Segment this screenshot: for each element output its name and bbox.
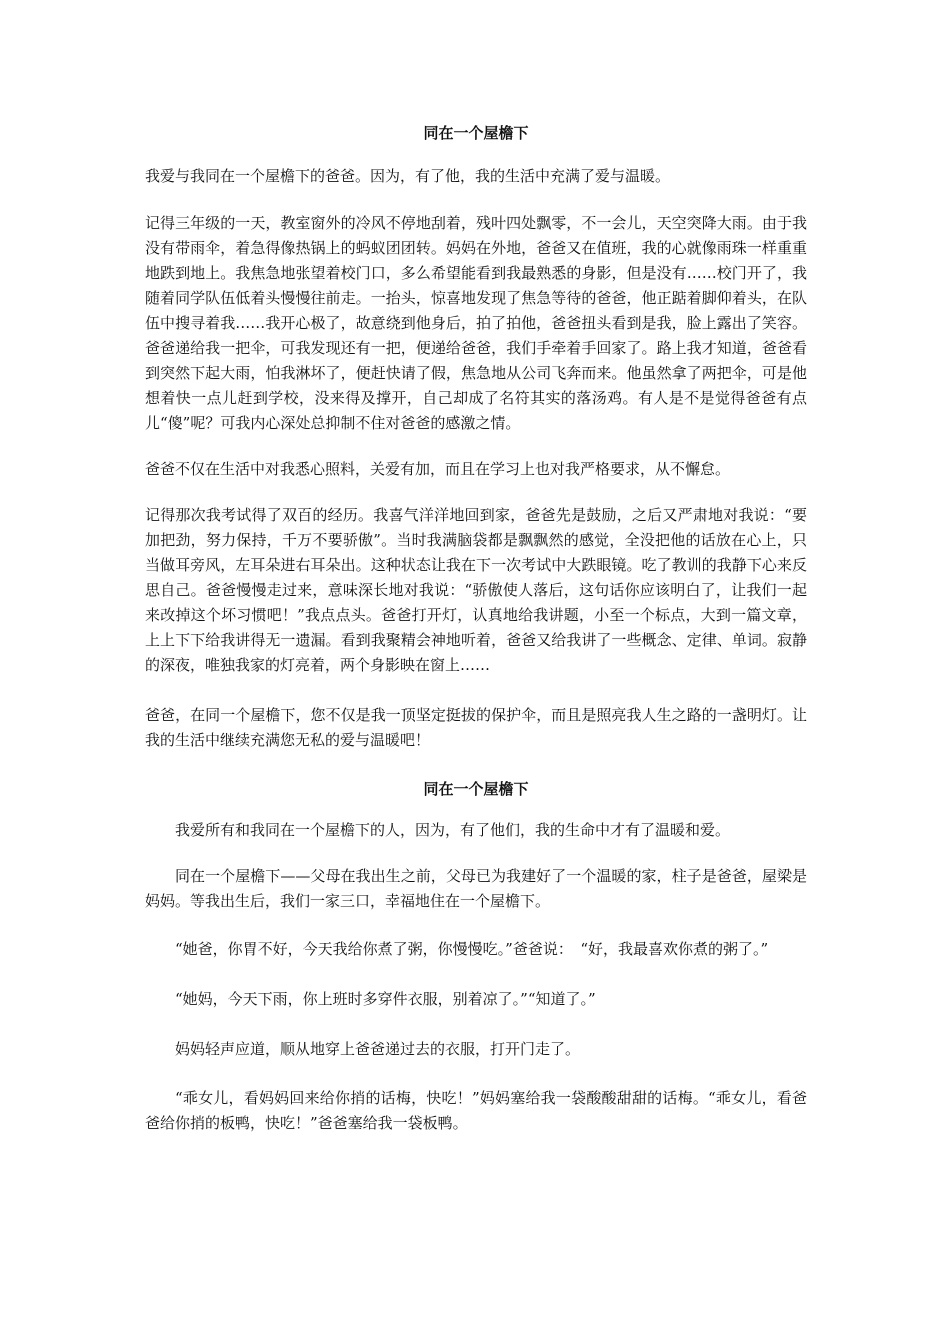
document-page [145, 122, 807, 1136]
paragraph: 我爱与我同在一个屋檐下的爸爸。因为，有了他，我的生活中充满了爱与温暖。 [145, 167, 671, 185]
paragraph: 同在一个屋檐下——父母在我出生之前，父母已为我建好了一个温暖的家，柱子是爸爸，屋梁是妈妈。等我出生后，我们一家三口，幸福地住在一个屋檐下。 [145, 867, 807, 910]
article-one [145, 122, 807, 753]
paragraph: 我爱所有和我同在一个屋檐下的人，因为，有了他们，我的生命中才有了温暖和爱。 [175, 821, 731, 839]
paragraph: “她爸，你胃不好，今天我给你煮了粥，你慢慢吃。”爸爸说： “好，我最喜欢你煮的粥了。” [175, 940, 769, 958]
article-title: 同在一个屋檐下 [423, 780, 529, 798]
article-title: 同在一个屋檐下 [423, 124, 529, 142]
paragraph: 爸爸不仅在生活中对我悉心照料，关爱有加，而且在学习上也对我严格要求，从不懈怠。 [145, 460, 731, 478]
paragraph: “乖女儿，看妈妈回来给你捎的话梅，快吃！”妈妈塞给我一袋酸酸甜甜的话梅。“乖女儿，看爸爸给你捎的板鸭，快吃！”爸爸塞给我一袋板鸭。 [145, 1089, 807, 1132]
paragraph: 妈妈轻声应道，顺从地穿上爸爸递过去的衣服，打开门走了。 [175, 1040, 581, 1058]
paragraph: 记得三年级的一天，教室窗外的冷风不停地刮着，残叶四处飘零，不一会儿，天空突降大雨。由于我没有带雨伞，着急得像热锅上的蚂蚁团团转。妈妈在外地，爸爸又在值班，我的心就像雨珠一样重重地跌到地上。我焦急地张望着校门口，多么希望能看到我最熟悉的身影，但是没有……校门开了，我随着同学队伍低着头慢慢往前走。一抬头，惊喜地发现了焦急等待的爸爸，他正踮着脚仰着头，在队伍中搜寻着我……我开心极了，故意绕到他身后，拍了拍他，爸爸扭头看到是我，脸上露出了笑容。爸爸递给我一把伞，可我发现还有一把，便递给爸爸，我们手牵着手回家了。路上我才知道，爸爸看到突然下起大雨，怕我淋坏了，便赶快请了假，焦急地从公司飞奔而来。他虽然拿了两把伞，可是他想着快一点儿赶到学校，没来得及撑开，自己却成了名符其实的落汤鸡。有人是不是觉得爸爸有点儿“傻”呢？可我内心深处总抑制不住对爸爸的感激之情。 [145, 214, 807, 432]
article-two [145, 778, 807, 1136]
paragraph: 记得那次我考试得了双百的经历。我喜气洋洋地回到家，爸爸先是鼓励，之后又严肃地对我说：“要加把劲，努力保持，千万不要骄傲”。当时我满脑袋都是飘飘然的感觉，全没把他的话放在心上，只当做耳旁风，左耳朵进右耳朵出。这种状态让我在下一次考试中大跌眼镜。吃了教训的我静下心来反思自己。爸爸慢慢走过来，意味深长地对我说：“骄傲使人落后，这句话你应该明白了，让我们一起来改掉这个坏习惯吧！”我点点头。爸爸打开灯，认真地给我讲题，小至一个标点，大到一篇文章，上上下下给我讲得无一遗漏。看到我聚精会神地听着，爸爸又给我讲了一些概念、定律、单词。寂静的深夜，唯独我家的灯亮着，两个身影映在窗上…… [145, 506, 807, 674]
paragraph: 爸爸，在同一个屋檐下，您不仅是我一顶坚定挺拔的保护伞，而且是照亮我人生之路的一盏明灯。让我的生活中继续充满您无私的爱与温暖吧！ [145, 706, 807, 749]
paragraph: “她妈，今天下雨，你上班时多穿件衣服，别着凉了。”“知道了。” [175, 990, 596, 1008]
